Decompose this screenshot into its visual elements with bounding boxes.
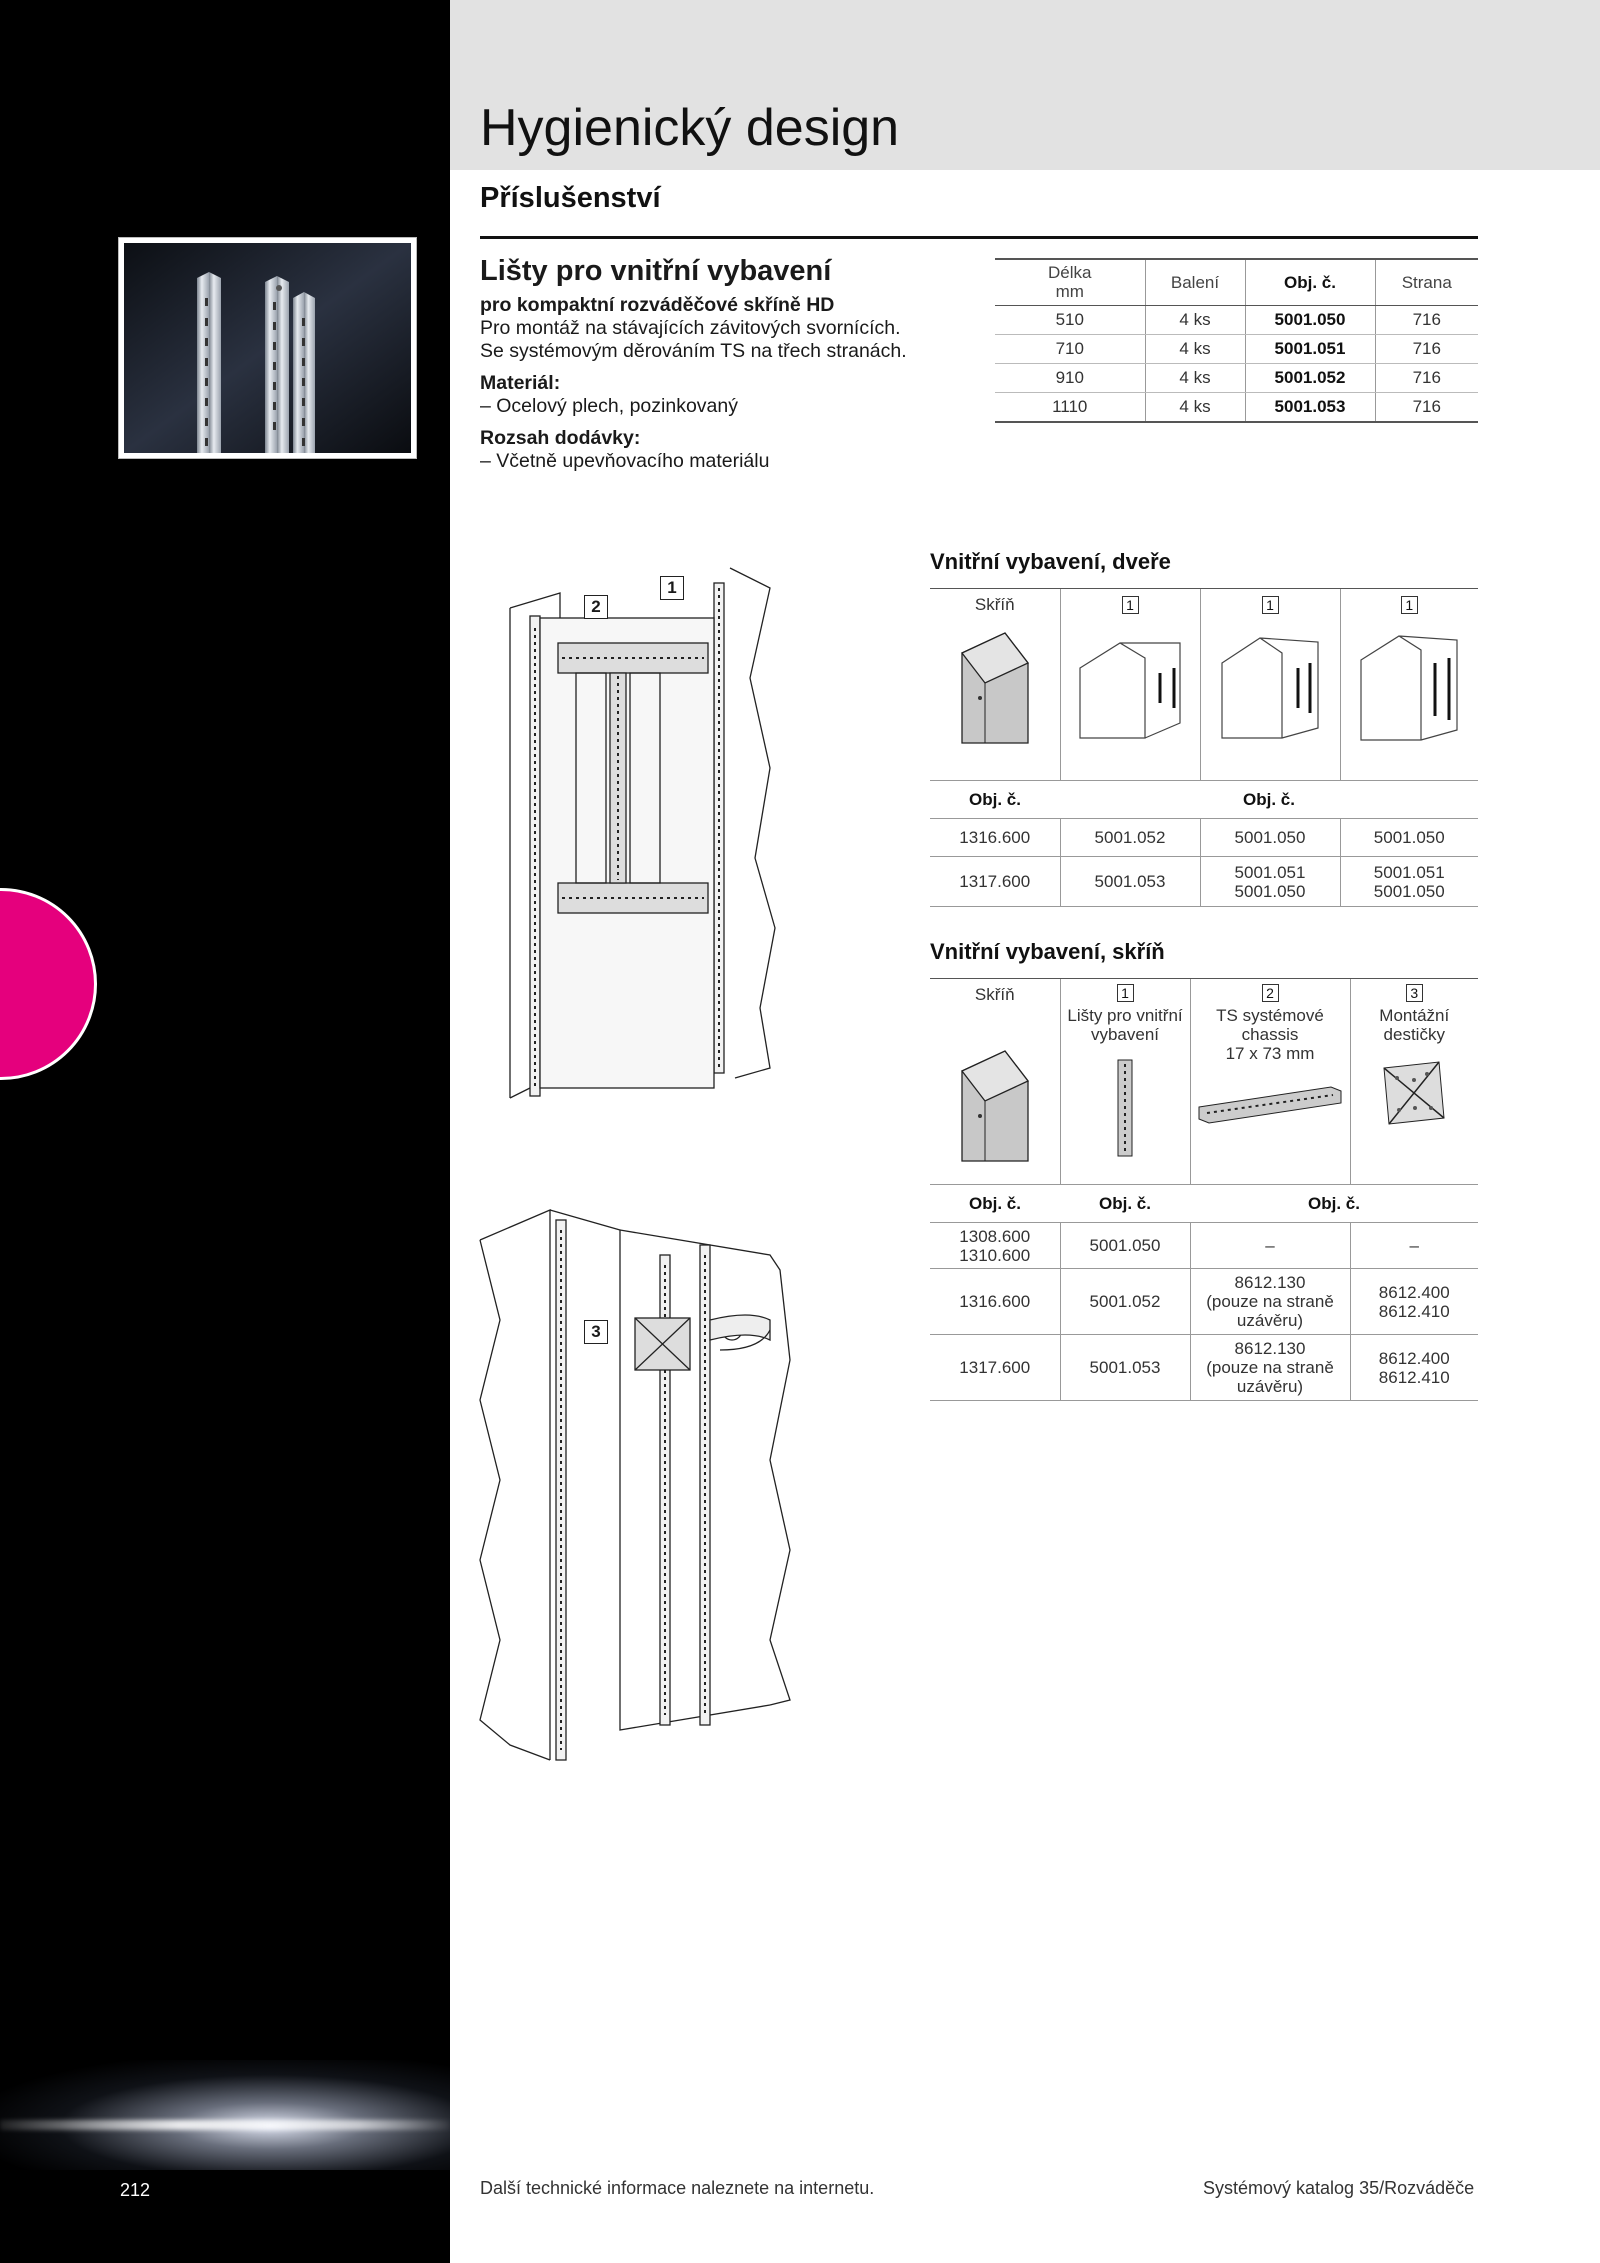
cell-length: 510	[995, 305, 1145, 334]
cell-order-no: 5001.052	[1060, 819, 1200, 857]
open-door-icon	[1070, 628, 1190, 748]
table-row	[930, 1223, 1478, 1269]
case-accessories-table	[930, 978, 1478, 1401]
cell-enclosure: 1316.600	[930, 1269, 1060, 1335]
table-row	[995, 305, 1478, 334]
enclosure-icon	[950, 628, 1040, 748]
page-number: 212	[120, 2180, 151, 2200]
callout-marker-1: 1	[660, 576, 684, 600]
cell-length: 1110	[995, 392, 1145, 422]
door-interior-drawing	[470, 548, 810, 1108]
cell-order-no: –	[1350, 1223, 1478, 1269]
cell-page: 716	[1375, 392, 1478, 422]
sidebar-light-glow	[0, 2060, 450, 2170]
callout-marker-2: 2	[584, 595, 608, 619]
cell-enclosure: 1317.600	[930, 857, 1060, 907]
open-door-icon	[1349, 628, 1469, 748]
door-variant-cell-3	[1340, 589, 1478, 781]
enclosure-icon	[950, 1046, 1040, 1166]
case-column-cell	[930, 979, 1060, 1185]
door-accessories-table	[930, 588, 1478, 907]
cell-order-no: 5001.052	[1245, 363, 1375, 392]
product-desc-line-2: Se systémovým děrováním TS na třech stranách.	[480, 340, 907, 362]
marker-1: 1	[1262, 596, 1279, 614]
cell-order-no: 5001.050	[1340, 819, 1478, 857]
cell-length: 710	[995, 334, 1145, 363]
delivery-label: Rozsah dodávky:	[480, 427, 641, 449]
product-lead: pro kompaktní rozváděčové skříně HD	[480, 294, 835, 316]
product-title: Lišty pro vnitřní vybavení	[480, 255, 832, 287]
cell-page: 716	[1375, 305, 1478, 334]
mounting-plate-icon	[1379, 1058, 1449, 1128]
case-label: Skříň	[974, 985, 1015, 1004]
cell-order-no: 5001.050	[1200, 819, 1340, 857]
chassis-rail-icon	[1195, 1077, 1345, 1127]
delivery-value: – Včetně upevňovacího materiálu	[480, 450, 770, 472]
door-line-drawing	[470, 548, 810, 1108]
table-row	[995, 392, 1478, 422]
door-section-title: Vnitřní vybavení, dveře	[930, 549, 1171, 574]
cell-order-no: 5001.050	[1060, 1223, 1190, 1269]
table-row	[995, 334, 1478, 363]
callout-marker-3: 3	[584, 1320, 608, 1344]
col-header-length: Délka mm	[995, 259, 1145, 305]
cell-order-no: 5001.050	[1245, 305, 1375, 334]
marker-1: 1	[1122, 596, 1139, 614]
cell-order-no: 5001.053	[1060, 857, 1200, 907]
case-accessory-mounting-plate	[1350, 979, 1478, 1185]
door-variant-cell-2	[1200, 589, 1340, 781]
cell-order-no: 8612.130 (pouze na straně uzávěru)	[1190, 1335, 1350, 1401]
cell-order-no: 5001.051 5001.050	[1340, 857, 1478, 907]
table-row	[930, 819, 1478, 857]
material-value: – Ocelový plech, pozinkovaný	[480, 395, 738, 417]
cell-order-no: 8612.400 8612.410	[1350, 1335, 1478, 1401]
marker-1: 1	[1401, 596, 1418, 614]
section-subtitle: Příslušenství	[480, 182, 661, 214]
cell-order-no: 5001.053	[1060, 1335, 1190, 1401]
order-label-accessories: Obj. č.	[1060, 781, 1478, 819]
header-divider	[480, 236, 1478, 239]
cell-page: 716	[1375, 363, 1478, 392]
material-label: Materiál:	[480, 372, 561, 394]
cell-packaging: 4 ks	[1145, 305, 1245, 334]
cell-order-no: 5001.053	[1245, 392, 1375, 422]
order-label-accessories: Obj. č.	[1190, 1185, 1478, 1223]
enclosure-interior-drawing	[470, 1200, 810, 1770]
footer-note: Další technické informace naleznete na internetu.	[480, 2178, 875, 2198]
marker-1: 1	[1117, 984, 1134, 1002]
order-label-enclosure: Obj. č.	[930, 1185, 1060, 1223]
col-header-page: Strana	[1375, 259, 1478, 305]
table-row	[995, 363, 1478, 392]
open-door-icon	[1210, 628, 1330, 748]
col-header-order-no: Obj. č.	[1245, 259, 1375, 305]
chassis-label: TS systémové chassis 17 x 73 mm	[1216, 1006, 1324, 1063]
cell-order-no: –	[1190, 1223, 1350, 1269]
sidebar-light-streak	[0, 2120, 450, 2130]
cell-packaging: 4 ks	[1145, 334, 1245, 363]
spec-table	[995, 258, 1478, 423]
case-accessory-rails	[1060, 979, 1190, 1185]
case-label: Skříň	[974, 595, 1015, 614]
case-accessory-chassis	[1190, 979, 1350, 1185]
case-section-title: Vnitřní vybavení, skříň	[930, 939, 1165, 964]
product-description	[480, 294, 980, 473]
cell-order-no: 5001.051	[1245, 334, 1375, 363]
cell-order-no: 5001.052	[1060, 1269, 1190, 1335]
door-variant-cell-1	[1060, 589, 1200, 781]
table-row	[930, 1335, 1478, 1401]
mounting-plate-label: Montážní destičky	[1379, 1006, 1450, 1044]
rail-icon	[1110, 1058, 1140, 1158]
table-row	[930, 1269, 1478, 1335]
order-label-enclosure: Obj. č.	[930, 781, 1060, 819]
enclosure-line-drawing	[470, 1200, 810, 1770]
cell-enclosure: 1317.600	[930, 1335, 1060, 1401]
product-desc-line-1: Pro montáž na stávajících závitových svornících.	[480, 317, 901, 339]
cell-order-no: 8612.130 (pouze na straně uzávěru)	[1190, 1269, 1350, 1335]
cell-order-no: 8612.400 8612.410	[1350, 1269, 1478, 1335]
table-row	[930, 857, 1478, 907]
case-column-cell	[930, 589, 1060, 781]
page-title: Hygienický design	[480, 99, 900, 157]
marker-2: 2	[1262, 984, 1279, 1002]
cell-enclosure: 1308.600 1310.600	[930, 1223, 1060, 1269]
cell-length: 910	[995, 363, 1145, 392]
cell-packaging: 4 ks	[1145, 392, 1245, 422]
footer-catalog: Systémový katalog 35/Rozváděče	[1203, 2178, 1475, 2198]
rails-label: Lišty pro vnitřní vybavení	[1067, 1006, 1183, 1044]
cell-order-no: 5001.051 5001.050	[1200, 857, 1340, 907]
col-header-packaging: Balení	[1145, 259, 1245, 305]
cell-packaging: 4 ks	[1145, 363, 1245, 392]
product-photo	[118, 237, 417, 459]
rails-photo-illustration	[119, 238, 416, 458]
cell-page: 716	[1375, 334, 1478, 363]
cell-enclosure: 1316.600	[930, 819, 1060, 857]
order-label-rails: Obj. č.	[1060, 1185, 1190, 1223]
marker-3: 3	[1406, 984, 1423, 1002]
